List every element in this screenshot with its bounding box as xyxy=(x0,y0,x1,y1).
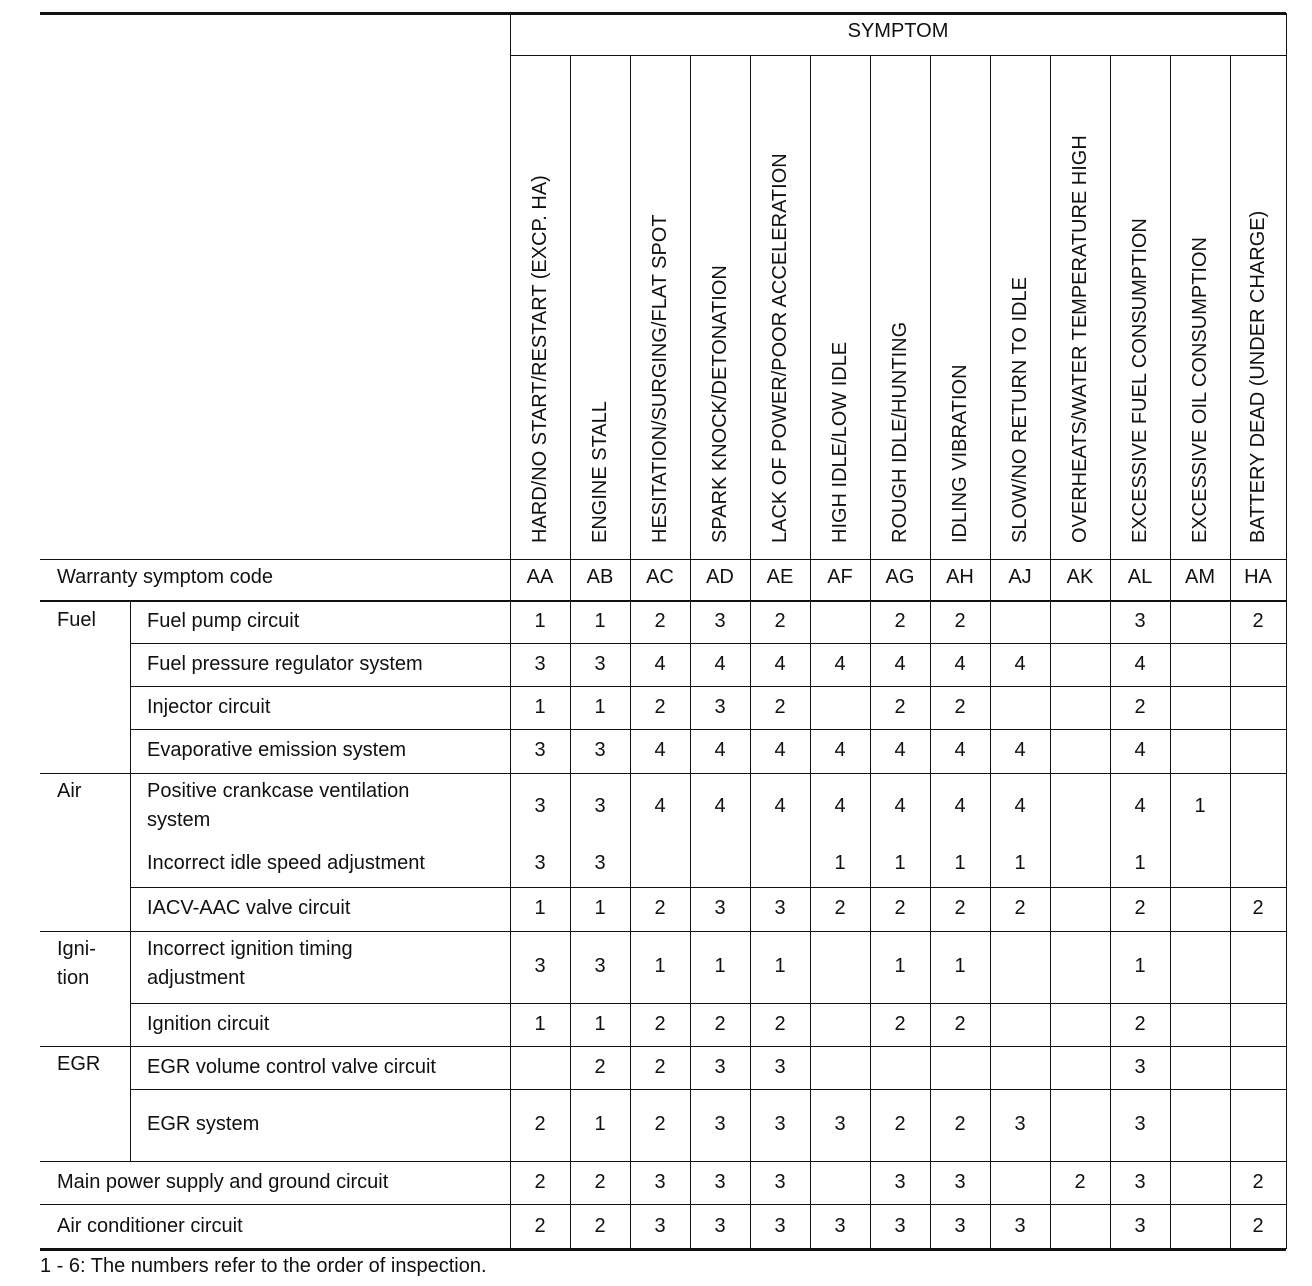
inspection-order-value: 1 xyxy=(954,955,966,977)
inspection-order-value: 1 xyxy=(594,1113,606,1135)
row-label: Fuel pump circuit xyxy=(147,610,300,632)
row-divider xyxy=(130,643,1286,644)
inspection-order-value: 3 xyxy=(774,1113,786,1135)
inspection-order-value: 1 xyxy=(774,955,786,977)
inspection-order-value: 3 xyxy=(714,1113,726,1135)
row-label: Evaporative emission system xyxy=(147,739,406,761)
inspection-order-value: 2 xyxy=(654,610,666,632)
inspection-order-value: 2 xyxy=(1252,1170,1264,1193)
inspection-order-value: 2 xyxy=(774,610,786,632)
inspection-order-value: 3 xyxy=(1014,1113,1026,1135)
row-divider xyxy=(40,1046,1286,1047)
inspection-order-value: 1 xyxy=(1134,955,1146,977)
inspection-order-value: 2 xyxy=(954,1113,966,1135)
row-label: Injector circuit xyxy=(147,695,271,718)
inspection-order-value: 4 xyxy=(654,739,666,761)
warranty-code: AE xyxy=(766,566,794,588)
inspection-order-value: 3 xyxy=(594,851,606,874)
inspection-order-value: 3 xyxy=(594,955,606,977)
inspection-order-value: 4 xyxy=(1014,739,1026,761)
symptom-column-header: LACK OF POWER/POOR ACCELERATION xyxy=(769,153,791,543)
warranty-code: HA xyxy=(1244,566,1272,588)
inspection-order-value: 4 xyxy=(774,739,786,761)
inspection-order-value: 4 xyxy=(774,794,786,817)
warranty-code: AL xyxy=(1127,566,1153,588)
inspection-order-value: 2 xyxy=(654,897,666,919)
symptom-column-header: SLOW/NO RETURN TO IDLE xyxy=(1009,277,1031,543)
inspection-order-value: 2 xyxy=(1134,1012,1146,1035)
symptom-column-header: HIGH IDLE/LOW IDLE xyxy=(829,341,851,543)
row-divider xyxy=(40,931,1286,932)
inspection-order-value: 1 xyxy=(894,955,906,977)
inspection-order-value: 2 xyxy=(1252,897,1264,919)
row-label-wide: Main power supply and ground circuit xyxy=(57,1170,389,1193)
warranty-code: AA xyxy=(526,566,554,588)
inspection-order-value: 3 xyxy=(714,1055,726,1078)
inspection-order-value: 2 xyxy=(774,695,786,718)
symptom-column-header: EXCESSIVE OIL CONSUMPTION xyxy=(1189,237,1211,543)
warranty-code: AG xyxy=(885,566,915,588)
inspection-order-value: 3 xyxy=(894,1170,906,1193)
inspection-order-value: 2 xyxy=(594,1055,606,1078)
inspection-order-value: 2 xyxy=(594,1170,606,1193)
inspection-order-value: 2 xyxy=(654,1012,666,1035)
inspection-order-value: 2 xyxy=(534,1113,546,1135)
inspection-order-value: 1 xyxy=(894,851,906,874)
inspection-order-value: 3 xyxy=(954,1214,966,1237)
inspection-order-value: 2 xyxy=(954,1012,966,1035)
inspection-order-value: 2 xyxy=(654,695,666,718)
inspection-order-value: 3 xyxy=(594,794,606,817)
inspection-order-value: 2 xyxy=(1014,897,1026,919)
inspection-order-value: 4 xyxy=(714,652,726,675)
footnote: 1 - 6: The numbers refer to the order of inspection. xyxy=(40,1255,487,1277)
row-label: IACV-AAC valve circuit xyxy=(147,897,351,919)
inspection-order-value: 3 xyxy=(774,1055,786,1078)
inspection-order-value: 3 xyxy=(1134,1214,1146,1237)
top-rule xyxy=(40,12,1286,15)
inspection-order-value: 2 xyxy=(1134,897,1146,919)
inspection-order-value: 1 xyxy=(1014,851,1026,874)
warranty-code: AF xyxy=(827,566,853,588)
inspection-order-value: 1 xyxy=(594,610,606,632)
inspection-order-value: 4 xyxy=(714,739,726,761)
inspection-order-value: 1 xyxy=(714,955,726,977)
row-label: Ignition circuit xyxy=(147,1012,270,1035)
row-divider xyxy=(40,773,1286,774)
row-label: Fuel pressure regulator system xyxy=(147,652,423,675)
inspection-order-value: 4 xyxy=(1134,652,1146,675)
inspection-order-value: 1 xyxy=(954,851,966,874)
warranty-code: AH xyxy=(946,566,974,588)
warranty-code: AJ xyxy=(1008,566,1032,588)
inspection-order-value: 3 xyxy=(534,739,546,761)
inspection-order-value: 2 xyxy=(954,610,966,632)
inspection-order-value: 4 xyxy=(834,794,846,817)
inspection-order-value: 2 xyxy=(954,897,966,919)
row-divider xyxy=(130,1003,1286,1004)
inspection-order-value: 3 xyxy=(594,739,606,761)
inspection-order-value: 3 xyxy=(534,955,546,977)
inspection-order-value: 3 xyxy=(534,794,546,817)
inspection-order-value: 1 xyxy=(1194,794,1206,817)
inspection-order-value: 4 xyxy=(954,794,966,817)
inspection-order-value: 3 xyxy=(594,652,606,675)
warranty-code: AK xyxy=(1066,566,1094,588)
inspection-order-value: 4 xyxy=(954,652,966,675)
inspection-order-value: 4 xyxy=(1014,794,1026,817)
bottom-rule xyxy=(40,1248,1286,1251)
inspection-order-value: 3 xyxy=(1134,1113,1146,1135)
inspection-order-value: 3 xyxy=(534,851,546,874)
row-divider xyxy=(130,729,1286,730)
inspection-order-value: 4 xyxy=(654,652,666,675)
group-air: Air xyxy=(57,780,82,802)
group-column-divider xyxy=(130,601,131,1161)
inspection-order-value: 4 xyxy=(1134,794,1146,817)
inspection-order-value: 3 xyxy=(1134,1170,1146,1193)
inspection-order-value: 2 xyxy=(894,1012,906,1035)
symptom-title: SYMPTOM xyxy=(847,20,949,42)
inspection-order-value: 1 xyxy=(534,897,546,919)
inspection-order-value: 2 xyxy=(534,1170,546,1193)
inspection-order-value: 2 xyxy=(534,1214,546,1237)
symptom-column-header: ROUGH IDLE/HUNTING xyxy=(889,321,911,543)
row-divider xyxy=(130,887,1286,888)
inspection-order-value: 2 xyxy=(894,695,906,718)
symptom-column-header: SPARK KNOCK/DETONATION xyxy=(709,265,731,543)
inspection-order-value: 3 xyxy=(1014,1214,1026,1237)
inspection-order-value: 3 xyxy=(774,1170,786,1193)
inspection-order-value: 2 xyxy=(834,897,846,919)
inspection-order-value: 2 xyxy=(894,897,906,919)
inspection-order-value: 2 xyxy=(1252,610,1264,632)
inspection-order-value: 2 xyxy=(1134,695,1146,718)
inspection-order-value: 4 xyxy=(654,794,666,817)
inspection-order-value: 2 xyxy=(1074,1170,1086,1193)
inspection-order-value: 3 xyxy=(714,610,726,632)
inspection-order-value: 3 xyxy=(1134,610,1146,632)
symptom-column-header: HARD/NO START/RESTART (EXCP. HA) xyxy=(529,175,551,543)
group-fuel: Fuel xyxy=(57,609,96,631)
row-label: Incorrect idle speed adjustment xyxy=(147,851,425,874)
inspection-order-value: 3 xyxy=(774,897,786,919)
inspection-order-value: 3 xyxy=(894,1214,906,1237)
inspection-order-value: 2 xyxy=(894,1113,906,1135)
inspection-order-value: 3 xyxy=(834,1214,846,1237)
symptom-column-header: HESITATION/SURGING/FLAT SPOT xyxy=(649,214,671,543)
inspection-order-value: 4 xyxy=(894,794,906,817)
row-divider xyxy=(40,1161,1286,1162)
inspection-order-value: 2 xyxy=(654,1055,666,1078)
warranty-code: AD xyxy=(706,566,734,588)
inspection-order-value: 4 xyxy=(834,739,846,761)
row-label: Incorrect ignition timing adjustment xyxy=(147,938,353,989)
warranty-row-rule xyxy=(40,600,1286,602)
inspection-order-value: 2 xyxy=(1252,1214,1264,1237)
inspection-order-value: 4 xyxy=(774,652,786,675)
inspection-order-value: 2 xyxy=(894,610,906,632)
warranty-code: AB xyxy=(586,566,614,588)
inspection-order-value: 3 xyxy=(654,1170,666,1193)
row-label: EGR system xyxy=(147,1113,260,1135)
warranty-code: AC xyxy=(646,566,674,588)
row-divider xyxy=(40,1204,1286,1205)
inspection-order-value: 3 xyxy=(714,897,726,919)
inspection-order-value: 3 xyxy=(954,1170,966,1193)
inspection-order-value: 4 xyxy=(894,739,906,761)
warranty-label: Warranty symptom code xyxy=(57,566,273,588)
inspection-order-value: 3 xyxy=(1134,1055,1146,1078)
inspection-order-value: 3 xyxy=(774,1214,786,1237)
inspection-order-value: 3 xyxy=(654,1214,666,1237)
row-divider xyxy=(130,686,1286,687)
row-label-wide: Air conditioner circuit xyxy=(57,1214,243,1237)
inspection-order-value: 3 xyxy=(534,652,546,675)
inspection-order-value: 1 xyxy=(534,610,546,632)
inspection-order-value: 2 xyxy=(654,1113,666,1135)
inspection-order-value: 2 xyxy=(774,1012,786,1035)
inspection-order-value: 4 xyxy=(1014,652,1026,675)
inspection-order-value: 3 xyxy=(714,1214,726,1237)
inspection-order-value: 4 xyxy=(894,652,906,675)
inspection-order-value: 1 xyxy=(1134,851,1146,874)
symptom-column-divider xyxy=(1230,55,1231,1249)
inspection-order-value: 3 xyxy=(714,695,726,718)
inspection-order-value: 3 xyxy=(714,1170,726,1193)
inspection-order-value: 2 xyxy=(714,1012,726,1035)
group-ignition: Igni- tion xyxy=(57,938,96,989)
inspection-order-value: 1 xyxy=(654,955,666,977)
symptom-column-header: ENGINE STALL xyxy=(589,401,611,543)
inspection-order-value: 3 xyxy=(834,1113,846,1135)
inspection-order-value: 1 xyxy=(594,1012,606,1035)
inspection-order-value: 1 xyxy=(834,851,846,874)
header-bottom-rule xyxy=(40,559,1286,560)
inspection-order-value: 2 xyxy=(954,695,966,718)
row-label: EGR volume control valve circuit xyxy=(147,1055,436,1078)
warranty-code: AM xyxy=(1185,566,1215,588)
inspection-order-value: 4 xyxy=(714,794,726,817)
inspection-order-value: 2 xyxy=(594,1214,606,1237)
symptom-column-header: IDLING VIBRATION xyxy=(949,364,971,543)
inspection-order-value: 1 xyxy=(534,695,546,718)
inspection-order-value: 4 xyxy=(834,652,846,675)
inspection-order-value: 4 xyxy=(1134,739,1146,761)
group-egr: EGR xyxy=(57,1053,101,1075)
row-divider xyxy=(130,1089,1286,1090)
inspection-order-value: 4 xyxy=(954,739,966,761)
row-label: Positive crankcase ventilation system xyxy=(147,780,410,831)
symptom-column-header: EXCESSIVE FUEL CONSUMPTION xyxy=(1129,218,1151,543)
inspection-order-value: 1 xyxy=(534,1012,546,1035)
inspection-order-value: 1 xyxy=(594,897,606,919)
inspection-order-value: 1 xyxy=(594,695,606,718)
symptom-column-header: BATTERY DEAD (UNDER CHARGE) xyxy=(1247,210,1269,543)
symptom-column-header: OVERHEATS/WATER TEMPERATURE HIGH xyxy=(1069,135,1091,543)
